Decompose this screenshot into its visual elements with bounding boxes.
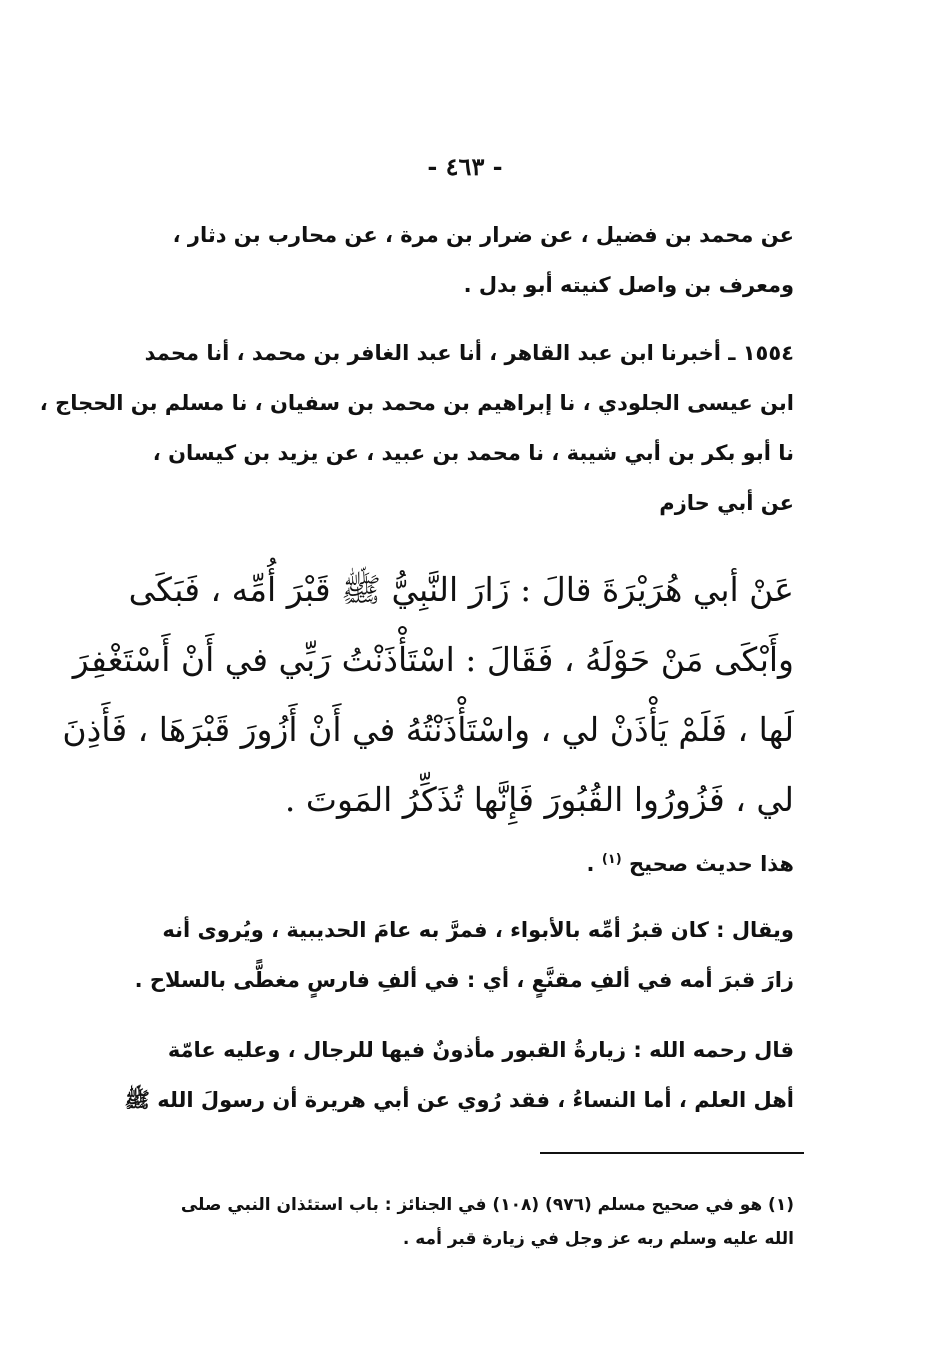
footnote-separator (540, 1152, 804, 1154)
hadith-line: لَها ، فَلَمْ يَأْذَنْ لي ، واسْتَأْذَنْتُهُ في أَنْ أَزُورَ قَبْرَهَا ، فَأَذِنَ (62, 710, 794, 749)
commentary-paragraph-1 (128, 905, 794, 1005)
footnote-line: الله عليه وسلم ربه عز وجل في زيارة قبر أمه . (402, 1229, 794, 1249)
footnote-line: (١) هو في صحيح مسلم (٩٧٦) (١٠٨) في الجنائز : باب استئذان النبي صلى (180, 1195, 794, 1215)
hadith-1554-chain (39, 328, 794, 528)
isnad-continuation (128, 210, 794, 310)
page-number: - ٤٦٣ - (427, 152, 503, 181)
commentary-paragraph-2 (124, 1025, 794, 1125)
text-line: ومعرف بن واصل كنيته أبو بدل . (463, 273, 794, 297)
text-line: قال رحمه الله : زيارةُ القبور مأذونٌ فيها للرجال ، وعليه عامّة (167, 1038, 794, 1062)
grading-end: . (586, 852, 595, 876)
text-line: أهل العلم ، أما النساءُ ، فقد رُوي عن أبي هريرة أن رسولَ الله ﷺ (124, 1088, 794, 1112)
hadith-line: عَنْ أبي هُرَيْرَةَ قالَ : زَارَ النَّبِيُّ ﷺ قَبْرَ أُمِّه ، فَبَكَى (128, 570, 794, 609)
text-line: عن أبي حازم (659, 491, 794, 515)
text-line: ويقال : كان قبرُ أمِّه بالأبواء ، فمرَّ به عامَ الحديبية ، ويُروى أنه (162, 918, 794, 942)
text-line: نا أبو بكر بن أبي شيبة ، نا محمد بن عبيد ، عن يزيد بن كيسان ، (152, 441, 794, 465)
hadith-1554-matn (62, 555, 794, 835)
grading-text: هذا حديث صحيح (628, 852, 794, 876)
hadith-line: لي ، فَزُورُوا القُبُورَ فَإِنَّها تُذَكِّرُ المَوتَ . (284, 780, 794, 819)
grading-line (128, 835, 794, 889)
hadith-line: وأَبْكَى مَنْ حَوْلَهُ ، فَقَالَ : اسْتَأْذَنْتُ رَبِّي في أَنْ أَسْتَغْفِرَ (72, 640, 794, 679)
footnote-marker: (١) (601, 852, 622, 867)
text-line: عن محمد بن فضيل ، عن ضرار بن مرة ، عن محارب بن دثار ، (172, 223, 794, 247)
text-line: ١٥٥٤ ـ أخبرنا ابن عبد القاهر ، أنا عبد الغافر بن محمد ، أنا محمد (144, 341, 794, 365)
text-line: زارَ قبرَ أمه في ألفِ مقنَّعٍ ، أي : في ألفِ فارسٍ مغطًّى بالسلاح . (134, 968, 794, 992)
footnotes (128, 1188, 794, 1256)
hadith-grading (128, 835, 794, 889)
text-line: ابن عيسى الجلودي ، نا إبراهيم بن محمد بن سفيان ، نا مسلم بن الحجاج ، (39, 391, 794, 415)
